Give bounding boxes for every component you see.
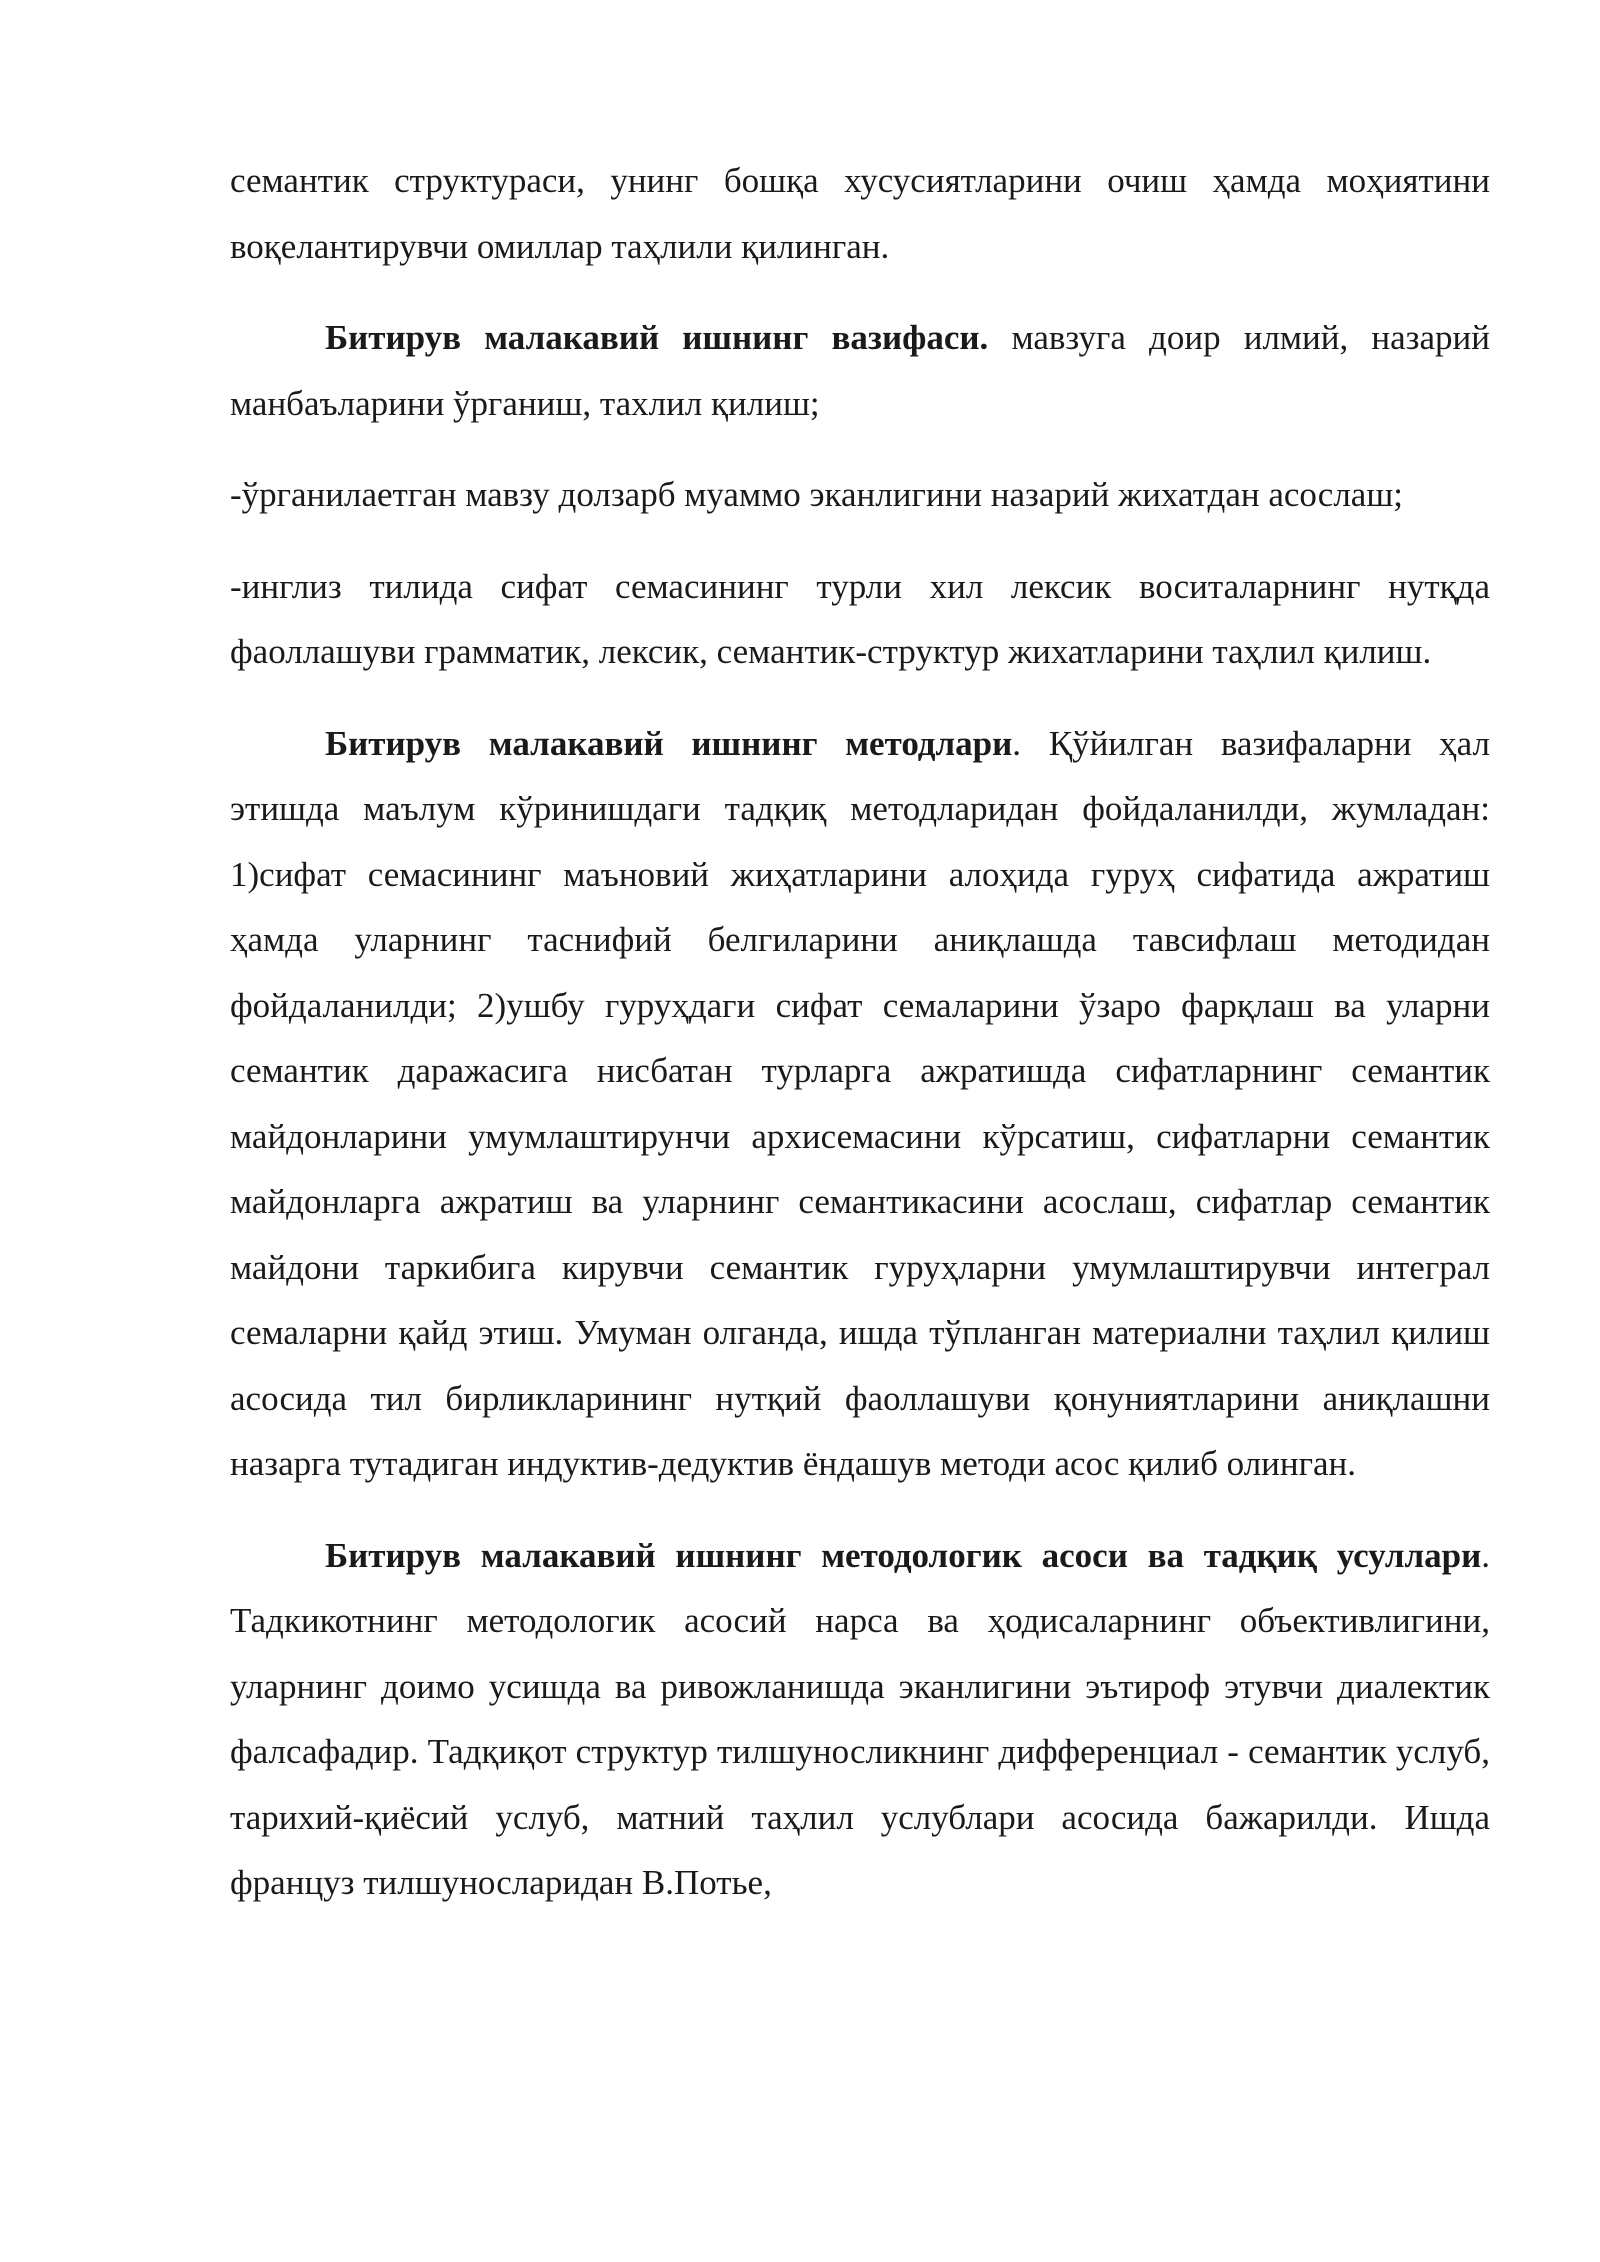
paragraph-text: . Қўйилган вазифаларни ҳал этишда маълум кўринишдаги тадқиқ методларидан фойдаланилди, жумладан: 1)сифат семасининг маъновий жиҳатларини алоҳида гуруҳ сифатида ажратиш ҳамда уларнинг таснифий белгиларини аниқлашда тавсифлаш методидан фойдаланилди; 2)ушбу гуруҳдаги сифат семаларини ўзаро фарқлаш ва уларни семантик даражасига нисбатан турларга ажратишда сифатларнинг семантик майдонларини умумлаштирунчи архисемасини кўрсатиш, сифатларни семантик майдонларга ажратиш ва уларнинг семантикасини асослаш, сифатлар семантик майдони таркибига кирувчи семантик гуруҳларни умумлаштирувчи интеграл семаларни қайд этиш. Умуман олганда, ишда тўпланган материални таҳлил қилиш асосида тил бирликларининг нутқий фаоллашуви қонуниятларини аниқлашни назарга тутадиган индуктив-дедуктив ёндашув методи асос қилиб олинган. — [230, 723, 1490, 1483]
paragraph-text: мавзуга доир илмий, назарий манбаъларини ўрганиш, тахлил қилиш; — [230, 318, 1490, 423]
paragraph-methodology — [230, 1523, 1490, 1916]
paragraph-text: . Тадкикотнинг методологик асосий нарса ва ҳодисаларнинг объективлигини, уларнинг доимо усишда ва ривожланишда эканлигини эътироф этувчи диалектик фалсафадир. Тадқиқот структур тилшуносликнинг дифференциал - семантик услуб, тарихий-қиёсий услуб, матний таҳлил услублари асосида бажарилди. Ишда француз тилшуносларидан В.Потье, — [230, 1535, 1490, 1902]
document-page — [230, 148, 1490, 1916]
paragraph-methods — [230, 711, 1490, 1497]
paragraph-text: -инглиз тилида сифат семасининг турли хил лексик воситаларнинг нутқда фаоллашуви грамматик, лексик, семантик-структур жихатларини таҳлил қилиш. — [230, 566, 1490, 671]
paragraph-text: семантик структураси, унинг бошқа хусусиятларини очиш ҳамда моҳиятини воқелантирувчи омиллар таҳлили қилинган. — [230, 161, 1490, 266]
paragraph-intro-continuation — [230, 148, 1490, 279]
paragraph-task-1 — [230, 462, 1490, 528]
paragraph-task-2 — [230, 554, 1490, 685]
section-heading-methodology: Битирув малакавий ишнинг методологик асоси ва тадқиқ усуллари — [325, 1535, 1482, 1575]
section-heading-methods: Битирув малакавий ишнинг методлари — [325, 723, 1013, 763]
paragraph-text: -ўрганилаетган мавзу долзарб муаммо эканлигини назарий жихатдан асослаш; — [230, 475, 1403, 514]
paragraph-tasks — [230, 305, 1490, 436]
section-heading-tasks: Битирув малакавий ишнинг вазифаси. — [325, 318, 989, 357]
